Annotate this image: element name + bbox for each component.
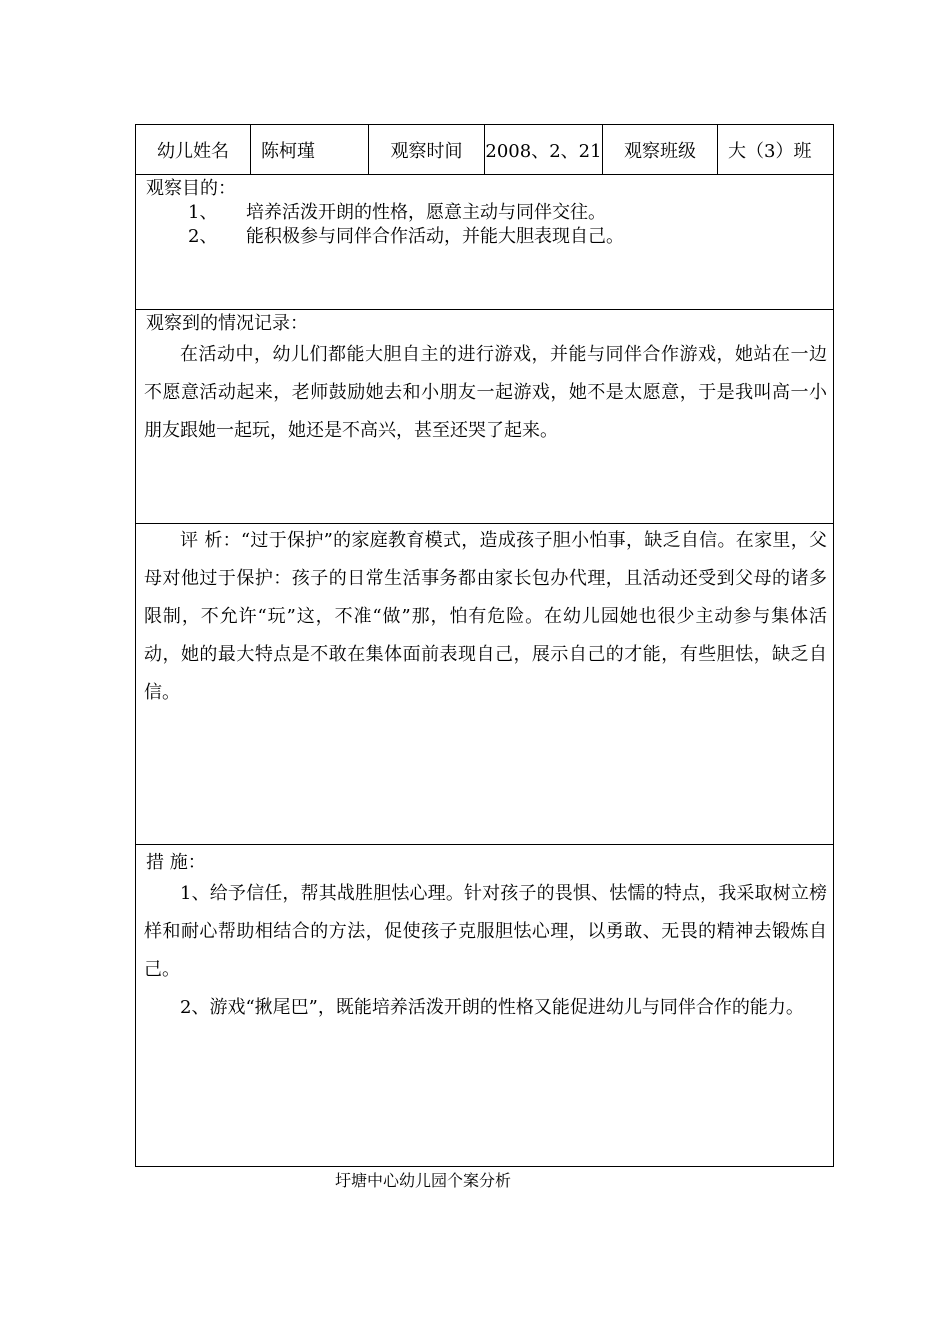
- class-label: 观察班级: [603, 125, 718, 175]
- name-value: 陈柯瑾: [251, 125, 369, 175]
- case-analysis-table: [135, 124, 834, 1167]
- time-value: 2008、2、21: [485, 125, 603, 175]
- purpose-item-num: 1、: [188, 202, 218, 223]
- measures-title: 措 施：: [146, 852, 206, 873]
- purpose-item-num: 2、: [188, 226, 218, 247]
- record-row: [136, 310, 834, 524]
- purpose-item-text: 培养活泼开朗的性格，愿意主动与同伴交往。: [246, 202, 606, 223]
- record-title: 观察到的情况记录：: [146, 313, 308, 334]
- time-label: 观察时间: [369, 125, 485, 175]
- purpose-title: 观察目的：: [146, 178, 236, 199]
- analysis-row: [136, 524, 834, 845]
- purpose-item-text: 能积极参与同伴合作活动，并能大胆表现自己。: [246, 226, 624, 247]
- purpose-item: [188, 201, 833, 225]
- name-label: 幼儿姓名: [136, 125, 251, 175]
- measure-item: 1、给予信任，帮其战胜胆怯心理。针对孩子的畏惧、怯懦的特点，我采取树立榜样和耐心帮助相结合的方法，促使孩子克服胆怯心理，以勇敢、无畏的精神去锻炼自己。: [144, 883, 827, 980]
- measures-row: [136, 845, 834, 1167]
- footer-caption: 圩塘中心幼儿园个案分析: [335, 1171, 512, 1190]
- purpose-row: [136, 175, 834, 310]
- record-text: 在活动中，幼儿们都能大胆自主的进行游戏，并能与同伴合作游戏，她站在一边不愿意活动起来，老师鼓励她去和小朋友一起游戏，她不是太愿意，于是我叫高一小朋友跟她一起玩，她还是不高兴，甚至还哭了起来。: [144, 344, 827, 441]
- purpose-item: [188, 225, 833, 249]
- purpose-list: [136, 201, 833, 249]
- info-row: [136, 125, 834, 175]
- analysis-text: 评 析：“过于保护”的家庭教育模式，造成孩子胆小怕事，缺乏自信。在家里，父母对他过于保护：孩子的日常生活事务都由家长包办代理，且活动还受到父母的诸多限制，不允许“玩”这，不准“做”那，怕有危险。在幼儿园她也很少主动参与集体活动，她的最大特点是不敢在集体面前表现自己，展示自己的才能，有些胆怯，缺乏自信。: [144, 530, 827, 703]
- measure-item: 2、游戏“揪尾巴”，既能培养活泼开朗的性格又能促进幼儿与同伴合作的能力。: [180, 997, 804, 1018]
- class-value: 大（3）班: [718, 125, 834, 175]
